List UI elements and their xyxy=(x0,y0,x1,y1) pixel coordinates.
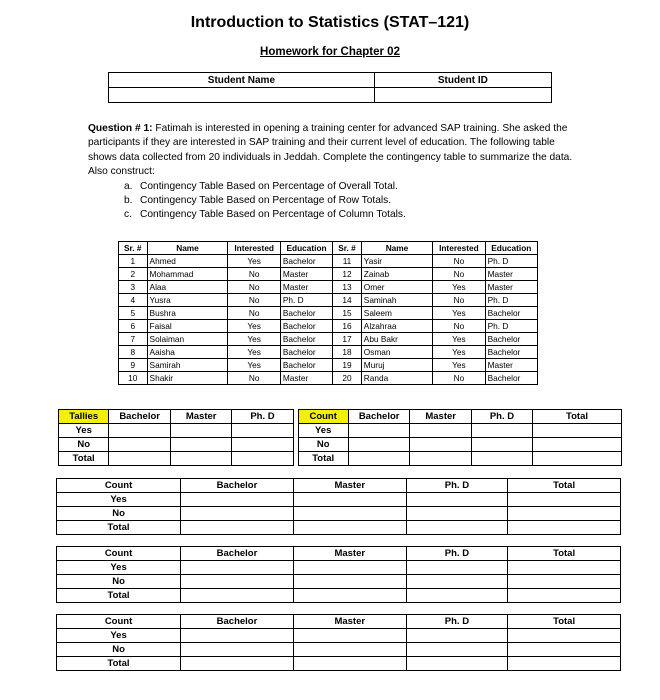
table-cell: Bachelor xyxy=(485,307,537,320)
table-cell: No xyxy=(433,320,485,333)
table-cell: 3 xyxy=(119,281,148,294)
contingency-cell[interactable] xyxy=(508,643,621,657)
tallies-header: Tallies xyxy=(59,410,109,424)
question-item: a. Contingency Table Based on Percentage of Overall Total. xyxy=(124,180,398,192)
table-row xyxy=(119,346,538,359)
table-cell: 14 xyxy=(333,294,362,307)
table-cell: Samirah xyxy=(147,359,228,372)
table-cell: Yes xyxy=(433,346,485,359)
table-cell: Bachelor xyxy=(280,307,332,320)
contingency-column-header: Count xyxy=(57,547,181,561)
table-cell: No xyxy=(228,281,280,294)
row-label: Yes xyxy=(57,561,181,575)
table-cell: No xyxy=(228,294,280,307)
table-cell: Randa xyxy=(361,372,432,385)
table-row xyxy=(119,294,538,307)
row-label: Yes xyxy=(57,493,181,507)
contingency-cell[interactable] xyxy=(293,493,406,507)
contingency-row xyxy=(57,561,621,575)
tally-cell[interactable] xyxy=(232,452,293,466)
table-cell: Master xyxy=(485,268,537,281)
count-column-header: Total xyxy=(533,410,622,424)
table-row xyxy=(119,268,538,281)
student-info-table xyxy=(108,72,552,103)
contingency-cell[interactable] xyxy=(406,507,508,521)
table-row xyxy=(119,307,538,320)
row-label: Yes xyxy=(59,424,109,438)
contingency-row xyxy=(57,657,621,671)
table-cell: Bushra xyxy=(147,307,228,320)
question-items xyxy=(88,180,574,223)
contingency-cell[interactable] xyxy=(508,507,621,521)
table-cell: No xyxy=(228,268,280,281)
question-item: b. Contingency Table Based on Percentage of Row Totals. xyxy=(124,195,392,207)
count-column-header: Ph. D xyxy=(471,410,532,424)
column-header: Education xyxy=(280,242,332,255)
question-body: Fatimah is interested in opening a training center for advanced SAP training. She asked the participants if they are interested in SAP training and their current level of education. The following table shows data collected from 20 individuals in Jeddah. Complete the contingency table to summarize the data. Also construct: xyxy=(88,123,573,178)
table-cell: Saminah xyxy=(361,294,432,307)
contingency-cell[interactable] xyxy=(406,561,508,575)
contingency-table-column xyxy=(56,614,621,671)
table-cell: 11 xyxy=(333,255,362,268)
document-title: Introduction to Statistics (STAT–121) xyxy=(190,14,470,31)
table-cell: 5 xyxy=(119,307,148,320)
contingency-cell[interactable] xyxy=(181,643,294,657)
table-cell: Ph. D xyxy=(485,320,537,333)
table-cell: Bachelor xyxy=(280,333,332,346)
contingency-cell[interactable] xyxy=(406,643,508,657)
table-row xyxy=(119,333,538,346)
contingency-table-overall xyxy=(56,478,621,535)
question-label: Question # 1: xyxy=(88,123,153,134)
table-cell: Faisal xyxy=(147,320,228,333)
contingency-header-row xyxy=(57,479,621,493)
table-cell: 17 xyxy=(333,333,362,346)
contingency-column-header: Count xyxy=(57,479,181,493)
contingency-column-header: Bachelor xyxy=(181,547,294,561)
count-cell[interactable] xyxy=(410,438,471,452)
contingency-cell[interactable] xyxy=(508,657,621,671)
table-row xyxy=(119,281,538,294)
contingency-cell[interactable] xyxy=(293,657,406,671)
table-cell: Saleem xyxy=(361,307,432,320)
table-cell: No xyxy=(228,372,280,385)
tally-table xyxy=(58,409,622,466)
count-cell[interactable] xyxy=(533,438,622,452)
tally-row xyxy=(59,438,622,452)
row-label: No xyxy=(59,438,109,452)
column-header: Interested xyxy=(228,242,280,255)
table-cell: Master xyxy=(485,359,537,372)
table-cell: No xyxy=(433,294,485,307)
table-cell: No xyxy=(433,372,485,385)
table-cell: 4 xyxy=(119,294,148,307)
contingency-cell[interactable] xyxy=(181,521,294,535)
table-cell: 10 xyxy=(119,372,148,385)
table-cell: 12 xyxy=(333,268,362,281)
contingency-row xyxy=(57,589,621,603)
table-cell: Muruj xyxy=(361,359,432,372)
contingency-cell[interactable] xyxy=(508,561,621,575)
tally-column-header: Master xyxy=(170,410,231,424)
row-label: Total xyxy=(57,589,181,603)
question-block xyxy=(88,122,574,223)
table-row xyxy=(119,359,538,372)
count-cell[interactable] xyxy=(533,424,622,438)
contingency-column-header: Master xyxy=(293,615,406,629)
table-cell: Alaa xyxy=(147,281,228,294)
contingency-column-header: Ph. D xyxy=(406,615,508,629)
table-cell: No xyxy=(433,255,485,268)
contingency-cell[interactable] xyxy=(406,521,508,535)
table-cell: Ahmed xyxy=(147,255,228,268)
contingency-cell[interactable] xyxy=(181,507,294,521)
contingency-cell[interactable] xyxy=(508,589,621,603)
table-cell: Yes xyxy=(433,359,485,372)
row-label: No xyxy=(298,438,348,452)
table-cell: Osman xyxy=(361,346,432,359)
table-cell: 16 xyxy=(333,320,362,333)
table-cell: 9 xyxy=(119,359,148,372)
count-header: Count xyxy=(298,410,348,424)
contingency-column-header: Ph. D xyxy=(406,479,508,493)
row-label: Yes xyxy=(298,424,348,438)
table-cell: No xyxy=(433,268,485,281)
column-header: Education xyxy=(485,242,537,255)
table-row xyxy=(119,372,538,385)
contingency-cell[interactable] xyxy=(508,521,621,535)
contingency-row xyxy=(57,521,621,535)
count-cell[interactable] xyxy=(348,424,410,438)
contingency-cell[interactable] xyxy=(406,589,508,603)
table-cell: Yes xyxy=(228,346,280,359)
contingency-table-row xyxy=(56,546,621,603)
table-header-row xyxy=(119,242,538,255)
student-name-label: Student Name xyxy=(109,73,375,88)
count-cell[interactable] xyxy=(410,424,471,438)
tally-header-row xyxy=(59,410,622,424)
table-cell: 15 xyxy=(333,307,362,320)
table-cell: Bachelor xyxy=(280,320,332,333)
contingency-column-header: Master xyxy=(293,479,406,493)
contingency-cell[interactable] xyxy=(293,643,406,657)
table-cell: Bachelor xyxy=(485,372,537,385)
participant-data-table xyxy=(118,241,538,385)
contingency-row xyxy=(57,575,621,589)
table-cell: Ph. D xyxy=(485,294,537,307)
contingency-cell[interactable] xyxy=(181,629,294,643)
contingency-cell[interactable] xyxy=(508,629,621,643)
table-cell: Bachelor xyxy=(280,346,332,359)
contingency-row xyxy=(57,507,621,521)
table-cell: Master xyxy=(280,268,332,281)
table-cell: Aaisha xyxy=(147,346,228,359)
tally-row xyxy=(59,424,622,438)
contingency-column-header: Count xyxy=(57,615,181,629)
contingency-cell[interactable] xyxy=(406,493,508,507)
row-label: No xyxy=(57,575,181,589)
document-subtitle: Homework for Chapter 02 xyxy=(260,46,400,58)
contingency-column-header: Bachelor xyxy=(181,615,294,629)
contingency-row xyxy=(57,643,621,657)
question-item: c. Contingency Table Based on Percentage of Column Totals. xyxy=(124,209,406,221)
row-label: Total xyxy=(57,521,181,535)
table-cell: Mohammad xyxy=(147,268,228,281)
contingency-row xyxy=(57,629,621,643)
question-text xyxy=(88,122,574,180)
count-cell[interactable] xyxy=(348,452,410,466)
table-cell: Ph. D xyxy=(485,255,537,268)
table-cell: Yes xyxy=(228,255,280,268)
column-header: Interested xyxy=(433,242,485,255)
student-name-field[interactable] xyxy=(109,88,375,103)
student-id-label: Student ID xyxy=(374,73,551,88)
contingency-cell[interactable] xyxy=(293,521,406,535)
tally-row xyxy=(59,452,622,466)
table-cell: 1 xyxy=(119,255,148,268)
table-cell: Master xyxy=(280,281,332,294)
table-cell: Bachelor xyxy=(280,359,332,372)
table-cell: Yes xyxy=(228,320,280,333)
count-column-header: Bachelor xyxy=(348,410,410,424)
table-cell: 8 xyxy=(119,346,148,359)
contingency-column-header: Master xyxy=(293,547,406,561)
table-cell: Solaiman xyxy=(147,333,228,346)
contingency-cell[interactable] xyxy=(508,575,621,589)
table-cell: Yes xyxy=(228,359,280,372)
count-column-header: Master xyxy=(410,410,471,424)
tally-cell[interactable] xyxy=(109,438,171,452)
tally-cell[interactable] xyxy=(170,424,231,438)
count-cell[interactable] xyxy=(471,452,532,466)
count-cell[interactable] xyxy=(533,452,622,466)
table-cell: Yes xyxy=(228,333,280,346)
contingency-cell[interactable] xyxy=(406,657,508,671)
contingency-cell[interactable] xyxy=(181,575,294,589)
contingency-cell[interactable] xyxy=(406,575,508,589)
contingency-header-row xyxy=(57,547,621,561)
table-cell: Alzahraa xyxy=(361,320,432,333)
contingency-row xyxy=(57,493,621,507)
table-cell: Yes xyxy=(433,307,485,320)
tally-cell[interactable] xyxy=(232,438,293,452)
table-cell: 20 xyxy=(333,372,362,385)
table-row xyxy=(119,320,538,333)
tally-column-header: Bachelor xyxy=(109,410,171,424)
table-cell: 18 xyxy=(333,346,362,359)
contingency-cell[interactable] xyxy=(181,657,294,671)
table-cell: Bachelor xyxy=(485,346,537,359)
tally-column-header: Ph. D xyxy=(232,410,293,424)
contingency-column-header: Bachelor xyxy=(181,479,294,493)
contingency-column-header: Total xyxy=(508,615,621,629)
contingency-cell[interactable] xyxy=(293,589,406,603)
tally-cell[interactable] xyxy=(109,452,171,466)
row-label: No xyxy=(57,507,181,521)
table-cell: Zainab xyxy=(361,268,432,281)
count-cell[interactable] xyxy=(410,452,471,466)
column-header: Sr. # xyxy=(119,242,148,255)
contingency-cell[interactable] xyxy=(181,493,294,507)
table-cell: Bachelor xyxy=(280,255,332,268)
contingency-column-header: Total xyxy=(508,547,621,561)
tally-cell[interactable] xyxy=(170,452,231,466)
table-cell: 19 xyxy=(333,359,362,372)
table-cell: Yasir xyxy=(361,255,432,268)
table-cell: Omer xyxy=(361,281,432,294)
table-cell: Master xyxy=(485,281,537,294)
contingency-cell[interactable] xyxy=(508,493,621,507)
contingency-column-header: Total xyxy=(508,479,621,493)
column-header: Name xyxy=(361,242,432,255)
contingency-header-row xyxy=(57,615,621,629)
row-label: Total xyxy=(59,452,109,466)
tally-cell[interactable] xyxy=(170,438,231,452)
table-cell: No xyxy=(228,307,280,320)
tally-cell[interactable] xyxy=(232,424,293,438)
table-cell: 7 xyxy=(119,333,148,346)
column-header: Name xyxy=(147,242,228,255)
contingency-column-header: Ph. D xyxy=(406,547,508,561)
row-label: Total xyxy=(57,657,181,671)
column-header: Sr. # xyxy=(333,242,362,255)
student-id-field[interactable] xyxy=(374,88,551,103)
contingency-cell[interactable] xyxy=(181,561,294,575)
contingency-cell[interactable] xyxy=(406,629,508,643)
contingency-cell[interactable] xyxy=(293,629,406,643)
contingency-cell[interactable] xyxy=(293,507,406,521)
row-label: No xyxy=(57,643,181,657)
table-cell: Yes xyxy=(433,333,485,346)
table-cell: 6 xyxy=(119,320,148,333)
table-cell: Yes xyxy=(433,281,485,294)
table-cell: Master xyxy=(280,372,332,385)
table-cell: 13 xyxy=(333,281,362,294)
table-cell: Ph. D xyxy=(280,294,332,307)
table-cell: Bachelor xyxy=(485,333,537,346)
count-cell[interactable] xyxy=(471,424,532,438)
contingency-cell[interactable] xyxy=(293,575,406,589)
table-cell: Yusra xyxy=(147,294,228,307)
table-cell: Abu Bakr xyxy=(361,333,432,346)
row-label: Yes xyxy=(57,629,181,643)
table-cell: 2 xyxy=(119,268,148,281)
contingency-cell[interactable] xyxy=(181,589,294,603)
count-cell[interactable] xyxy=(348,438,410,452)
count-cell[interactable] xyxy=(471,438,532,452)
table-cell: Shakir xyxy=(147,372,228,385)
tally-cell[interactable] xyxy=(109,424,171,438)
contingency-cell[interactable] xyxy=(293,561,406,575)
table-row xyxy=(119,255,538,268)
row-label: Total xyxy=(298,452,348,466)
